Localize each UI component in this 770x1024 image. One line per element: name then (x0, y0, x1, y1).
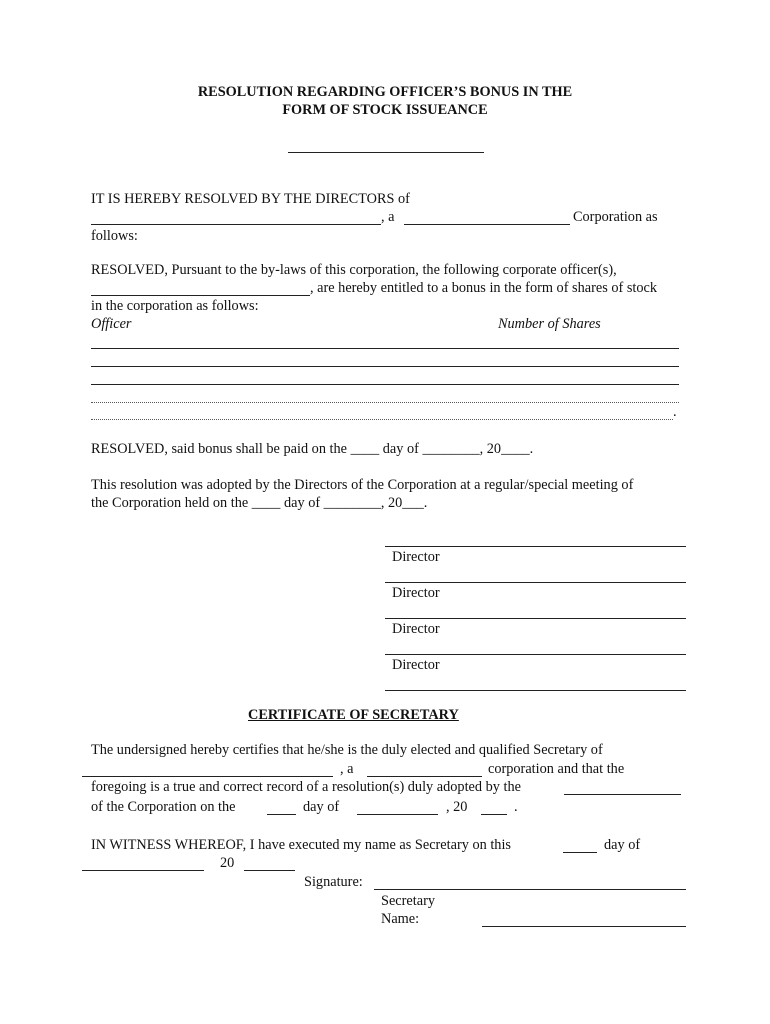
officer-row-line[interactable] (91, 384, 679, 385)
secretary-label: Secretary (381, 893, 435, 909)
intro-line1: IT IS HEREBY RESOLVED BY THE DIRECTORS of (91, 191, 410, 207)
cert-corporation-blank[interactable] (82, 776, 333, 777)
adopted-line1: This resolution was adopted by the Directors of the Corporation at a regular/special meeting of (91, 477, 634, 493)
officer-row-line[interactable] (91, 402, 679, 403)
cert-line4: of the Corporation on the (91, 799, 236, 815)
director-signature-line[interactable] (385, 618, 686, 619)
signature-label: Signature: (304, 874, 363, 890)
signature-line[interactable] (374, 889, 686, 890)
intro-corp-as: Corporation as (573, 209, 658, 225)
director-label: Director (392, 621, 440, 637)
witness-day-blank[interactable] (563, 852, 597, 853)
column-number-of-shares: Number of Shares (498, 316, 601, 332)
witness-month-blank[interactable] (82, 870, 204, 871)
cert-state-blank[interactable] (367, 776, 482, 777)
rows-end-period: . (673, 404, 677, 420)
intro-a: , a (381, 209, 395, 225)
officer-names-blank[interactable] (91, 295, 310, 296)
director-signature-line[interactable] (385, 582, 686, 583)
cert-month-blank[interactable] (357, 814, 438, 815)
cert-end: . (514, 799, 518, 815)
name-label: Name: (381, 911, 420, 927)
cert-line1: The undersigned hereby certifies that he/she is the duly elected and qualified Secretary of (91, 742, 603, 758)
witness-line1: IN WITNESS WHEREOF, I have executed my name as Secretary on this (91, 837, 511, 853)
officer-row-line[interactable] (91, 348, 679, 349)
corporation-name-blank[interactable] (91, 224, 381, 225)
resolved2-text: RESOLVED, said bonus shall be paid on the ____ day of ________, 20____. (91, 441, 534, 457)
cert-20: , 20 (446, 799, 468, 815)
cert-day-blank[interactable] (267, 814, 296, 815)
cert-line3: foregoing is a true and correct record of a resolution(s) duly adopted by the (91, 779, 521, 795)
director-signature-line[interactable] (385, 654, 686, 655)
cert-adopted-by-blank[interactable] (564, 794, 681, 795)
witness-year-blank[interactable] (244, 870, 295, 871)
secretary-name-line[interactable] (482, 926, 686, 927)
resolved1-line1: RESOLVED, Pursuant to the by-laws of this corporation, the following corporate officer(s), (91, 262, 617, 278)
resolved1-line3: in the corporation as follows: (91, 298, 259, 314)
cert-corp-that: corporation and that the (488, 761, 625, 777)
director-label: Director (392, 657, 440, 673)
director-label: Director (392, 585, 440, 601)
document-title-line2: FORM OF STOCK ISSUEANCE (282, 102, 488, 118)
cert-day-of: day of (303, 799, 340, 815)
corporation-state-blank[interactable] (404, 224, 570, 225)
cert-year-blank[interactable] (481, 814, 507, 815)
witness-day-of: day of (604, 837, 641, 853)
cert-a: , a (340, 761, 354, 777)
document-title-line1: RESOLUTION REGARDING OFFICER’S BONUS IN THE (197, 84, 573, 100)
adopted-line2: the Corporation held on the ____ day of ________, 20___. (91, 495, 428, 511)
director-signature-line[interactable] (385, 546, 686, 547)
column-officer: Officer (91, 316, 132, 332)
certificate-heading: CERTIFICATE OF SECRETARY (248, 707, 459, 723)
resolved1-line2: , are hereby entitled to a bonus in the form of shares of stock (310, 280, 657, 296)
witness-20: 20 (220, 855, 235, 871)
director-signature-line[interactable] (385, 690, 686, 691)
officer-row-line[interactable] (91, 419, 673, 420)
intro-follows: follows: (91, 228, 138, 244)
title-blank-line[interactable] (288, 152, 484, 153)
director-label: Director (392, 549, 440, 565)
officer-row-line[interactable] (91, 366, 679, 367)
